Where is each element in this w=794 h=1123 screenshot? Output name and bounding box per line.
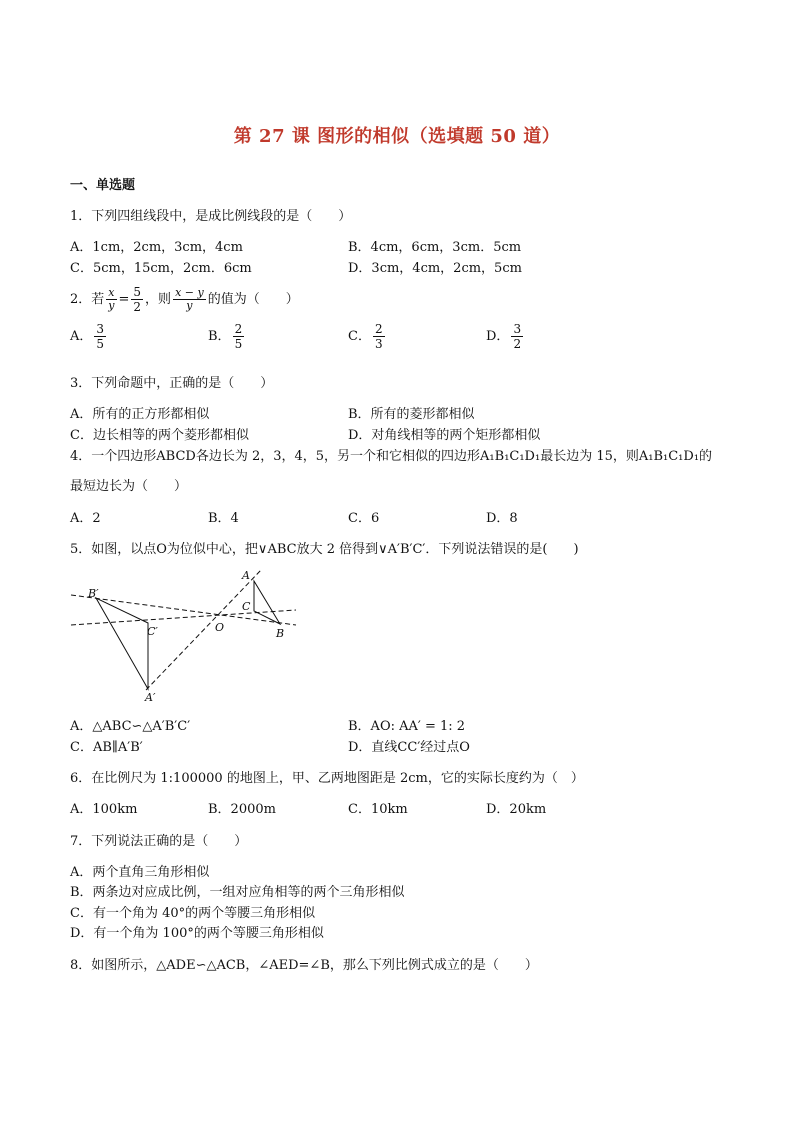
q4-option-c: C．6 [348,511,380,526]
q7-option-b: B．两条边对应成比例，一组对应角相等的两个三角形相似 [70,885,405,900]
label-a: A [242,569,250,582]
label-o: O [215,621,225,634]
label-b: B [276,627,285,640]
triangle-a1b1c1 [96,598,148,689]
q2-prefix: 2．若 [70,292,105,307]
q7-option-d: D．有一个角为 100°的两个等腰三角形相似 [70,926,324,941]
q6-stem: 6．在比例尺为 1:100000 的地图上，甲、乙两地图距是 2cm，它的实际长度约为（ ） [70,771,584,786]
q3-option-a: A．所有的正方形都相似 [70,407,210,422]
q1-stem: 1．下列四组线段中，是成比例线段的是（ ） [70,209,352,224]
q1-option-c: C．5cm，15cm，2cm．6cm [70,261,252,276]
dashed-line-cc1 [71,610,296,625]
q3-stem: 3．下列命题中，正确的是（ ） [70,376,274,391]
q2-option-d: D． $\frac{3}{2}$ [486,322,522,351]
q4-stem-line1: 4．一个四边形ABCD各边长为 2，3，4，5，另一个和它相似的四边形A₁B₁C₁D₁最长边为 15，则A₁B₁C₁D₁的 [70,449,713,464]
q6-option-b: B．2000m [208,802,276,817]
q1-option-b: B．4cm，6cm，3cm．5cm [348,240,522,255]
q5-option-c: C．AB∥A′B′ [70,740,143,755]
dashed-line-aa1 [146,570,261,690]
triangle-abc [254,581,280,624]
q3-option-d: D．对角线相等的两个矩形都相似 [348,428,541,443]
q4-stem-line2: 最短边长为（ ） [70,479,188,494]
q7-option-c: C．有一个角为 40°的两个等腰三角形相似 [70,906,316,921]
q2-fraction-5-over-2: $\frac{5}{2}$ [133,285,142,314]
q5-option-d: D．直线CC′经过点O [348,740,470,755]
q5-stem: 5．如图，以点O为位似中心，把∨ABC放大 2 倍得到∨A′B′C′．下列说法错误的是( ) [70,542,579,557]
label-c: C [242,600,251,613]
q1-option-a: A．1cm，2cm，3cm，4cm [70,240,243,255]
section-heading: 一、单选题 [70,178,136,193]
q3-option-b: B．所有的菱形都相似 [348,407,475,422]
homothety-figure [66,565,306,705]
q3-option-c: C．边长相等的两个菱形都相似 [70,428,249,443]
q2-option-c: C． $\frac{2}{3}$ [348,322,383,351]
q4-option-b: B．4 [208,511,239,526]
q1-option-d: D．3cm，4cm，2cm，5cm [348,261,522,276]
q7-option-a: A．两个直角三角形相似 [70,865,210,880]
q2-fraction-expression: $\frac{x - y}{y}$ [175,286,204,312]
q6-option-d: D．20km [486,802,547,817]
q8-stem: 8．如图所示，△ADE∽△ACB，∠AED=∠B，那么下列比例式成立的是（ ） [70,958,538,973]
label-b1: B′ [88,587,99,600]
q7-stem: 7．下列说法正确的是（ ） [70,834,248,849]
label-a1: A′ [145,691,156,704]
q2-option-a: A． $\frac{3}{5}$ [70,322,105,351]
q2-fraction-x-over-y: $\frac{x}{y}$ [108,286,115,312]
q2-stem: 2．若 $\frac{x}{y}$ = $\frac{5}{2}$ ，则 $\frac{x - y}{y}$ 的值为（ ） [70,285,299,314]
q6-option-a: A．100km [70,802,138,817]
q6-option-c: C．10km [348,802,408,817]
q5-option-b: B．AO: AA′ = 1: 2 [348,719,466,734]
q4-option-d: D．8 [486,511,518,526]
dashed-line-bb1 [71,595,296,625]
page-title: 第 27 课 图形的相似（选填题 50 道） [233,126,561,147]
q2-option-b: B． $\frac{2}{5}$ [208,322,243,351]
q5-option-a: A．△ABC∽△A′B′C′ [70,719,191,734]
label-c1: C′ [147,625,158,638]
q4-option-a: A．2 [70,511,101,526]
